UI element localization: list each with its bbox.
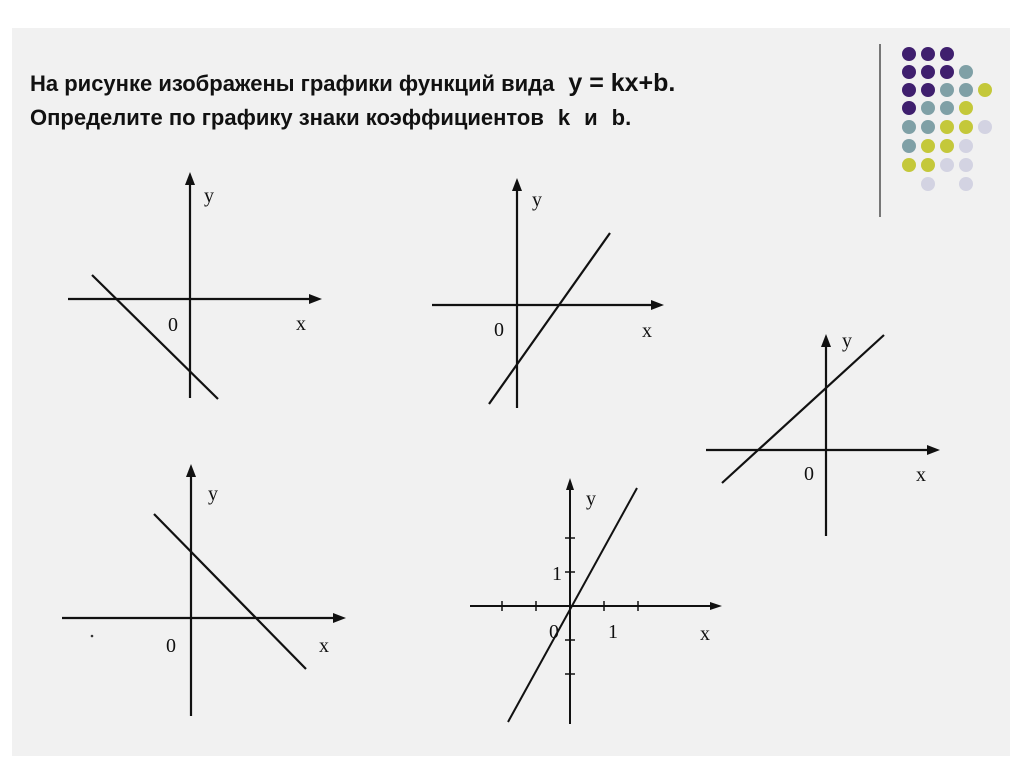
- speck: [91, 635, 94, 638]
- graph-1-function-line: [92, 275, 218, 399]
- graph-4: [62, 464, 346, 716]
- graph-2: [432, 178, 664, 408]
- graph-3-x-label: x: [916, 464, 926, 486]
- graph-3-origin-label: 0: [804, 463, 814, 485]
- graph-2-x-arrow: [651, 300, 664, 310]
- graph-1-x-label: x: [296, 313, 306, 335]
- graph-4-x-arrow: [333, 613, 346, 623]
- graph-1-x-arrow: [309, 294, 322, 304]
- graph-4-y-label: y: [208, 483, 218, 505]
- graph-5-y-label: y: [586, 488, 596, 510]
- graph-1-y-arrow: [185, 172, 195, 185]
- graph-5-origin-label: 0: [549, 621, 559, 643]
- conj-and: и: [584, 105, 598, 130]
- graph-3-y-arrow: [821, 334, 831, 347]
- graph-1-origin-label: 0: [168, 314, 178, 336]
- graph-4-function-line: [154, 514, 306, 669]
- graph-5: [470, 478, 722, 724]
- graph-2-y-label: y: [532, 189, 542, 211]
- graph-3: [706, 330, 940, 536]
- graph-2-origin-label: 0: [494, 319, 504, 341]
- graph-2-y-arrow: [512, 178, 522, 191]
- graph-2-function-line: [489, 233, 610, 404]
- graph-5-y-arrow: [566, 478, 574, 490]
- graph-1-y-label: y: [204, 185, 214, 207]
- graph-5-x-arrow: [710, 602, 722, 610]
- coef-b: b.: [611, 105, 632, 130]
- graph-5-x-unit-label: 1: [608, 621, 618, 643]
- title-text-2: Определите по графику знаки коэффициентов: [30, 105, 544, 130]
- graph-4-x-label: x: [319, 635, 329, 657]
- graph-1: [68, 172, 322, 399]
- graph-5-x-label: x: [700, 623, 710, 645]
- graph-3-y-label: y: [842, 330, 852, 352]
- graph-4-origin-label: 0: [166, 635, 176, 657]
- graph-3-function-line: [722, 335, 884, 483]
- title-text-1: На рисунке изображены графики функций вида: [30, 71, 555, 96]
- graph-4-y-arrow: [186, 464, 196, 477]
- graph-3-x-arrow: [927, 445, 940, 455]
- formula: y = kx+b.: [568, 69, 676, 97]
- graph-2-x-label: x: [642, 320, 652, 342]
- graph-5-y-unit-label: 1: [552, 563, 562, 585]
- coef-k: k: [557, 105, 571, 130]
